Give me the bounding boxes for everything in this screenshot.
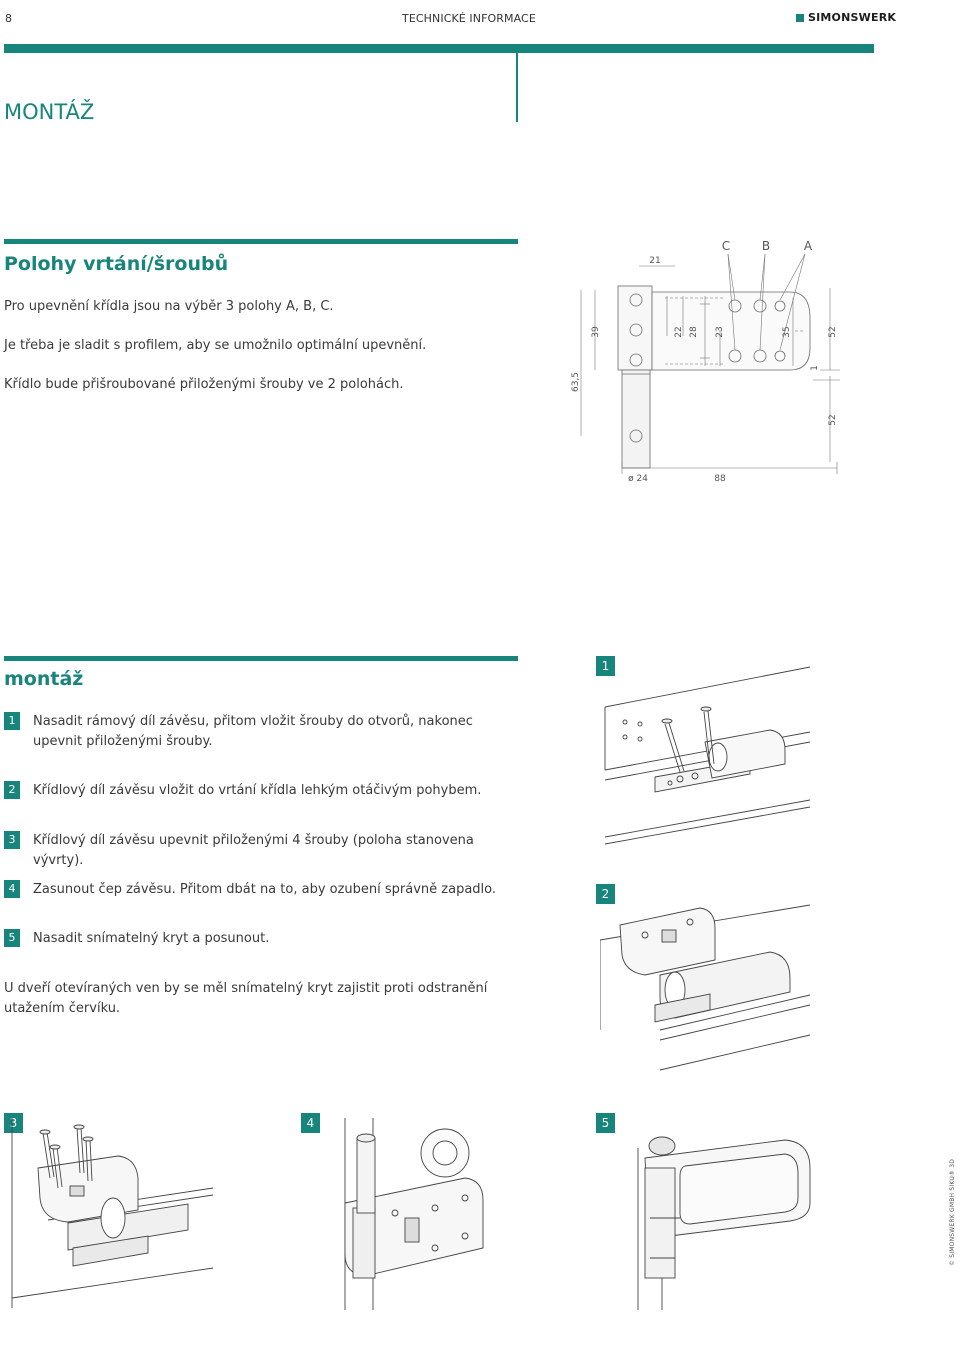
figure-1-frame-part-illustration [600,662,815,847]
page-number: 8 [5,12,12,25]
dim-35: 35 [782,326,792,338]
figure-4-pin-insertion-illustration [305,1118,515,1310]
figure-5-cover-illustration [600,1118,815,1310]
section-bar-assembly [4,656,518,661]
drilling-text-1: Pro upevnění křídla jsou na výběr 3 polohy A, B, C. [4,299,334,314]
dim-21: 21 [649,256,661,266]
dim-88: 88 [714,474,726,484]
header-section-title: TECHNICKÉ INFORMACE [402,12,536,25]
assembly-title: montáž [4,668,84,690]
figure-1-badge: 1 [596,656,615,676]
dim-52-top: 52 [828,326,838,338]
drilling-text-2: Je třeba je sladit s profilem, aby se umožnilo optimální upevnění. [4,338,427,353]
dim-1: 1 [810,365,820,371]
step-text: Zasunout čep závěsu. Přitom dbát na to, aby ozubení správně zapadlo. [33,882,497,897]
step-text: Nasadit rámový díl závěsu, přitom vložit šrouby do otvorů, nakonec upevnit přiloženými šrouby. [33,714,473,749]
figure-4-badge: 4 [301,1113,320,1133]
header-bar [4,44,874,53]
footer-copyright: © SIMONSWERK GMBH SIKU® 3D [949,1158,956,1266]
step-1 [4,712,524,752]
drilling-title: Polohy vrtání/šroubů [4,253,229,275]
step-text: Křídlový díl závěsu vložit do vrtání křídla lehkým otáčivým pohybem. [33,783,482,798]
dim-23: 23 [715,326,725,338]
step-number: 2 [4,781,20,799]
step-2 [4,781,524,801]
figure-2-wing-part-illustration [600,900,815,1080]
assembly-note: U dveří otevíraných ven by se měl snímatelný kryt zajistit proti odstranění utažením červíku. [4,981,488,1016]
figure-5-badge: 5 [596,1113,615,1133]
dim-52-bottom: 52 [828,414,838,426]
step-number: 3 [4,831,20,849]
step-number: 1 [4,712,20,730]
step-number: 5 [4,929,20,947]
position-label-c: C [721,239,731,253]
step-4 [4,880,524,900]
step-text: Nasadit snímatelný kryt a posunout. [33,931,270,946]
step-number: 4 [4,880,20,898]
step-5 [4,929,524,949]
dim-63-5: 63,5 [571,371,581,393]
position-label-b: B [761,239,771,253]
section-bar-drilling [4,239,518,244]
dim-diameter-24: ø 24 [628,474,648,484]
header-divider [516,53,518,122]
page-title: MONTÁŽ [4,100,95,124]
drilling-text-3: Křídlo bude přišroubované přiloženými šrouby ve 2 polohách. [4,377,404,392]
hinge-technical-drawing [565,236,855,496]
step-text: Křídlový díl závěsu upevnit přiloženými 4 šrouby (poloha stanovena vývrty). [33,833,474,868]
brand-mark-icon [796,14,804,22]
dim-39: 39 [591,326,601,338]
figure-3-badge: 3 [4,1113,23,1133]
dim-28: 28 [689,326,699,338]
figure-3-screws-illustration [8,1118,218,1310]
position-label-a: A [803,239,813,253]
step-3 [4,831,524,868]
dim-22: 22 [674,326,684,338]
brand-logo [796,11,896,24]
brand-name: SIMONSWERK [808,11,897,24]
figure-2-badge: 2 [596,884,615,904]
